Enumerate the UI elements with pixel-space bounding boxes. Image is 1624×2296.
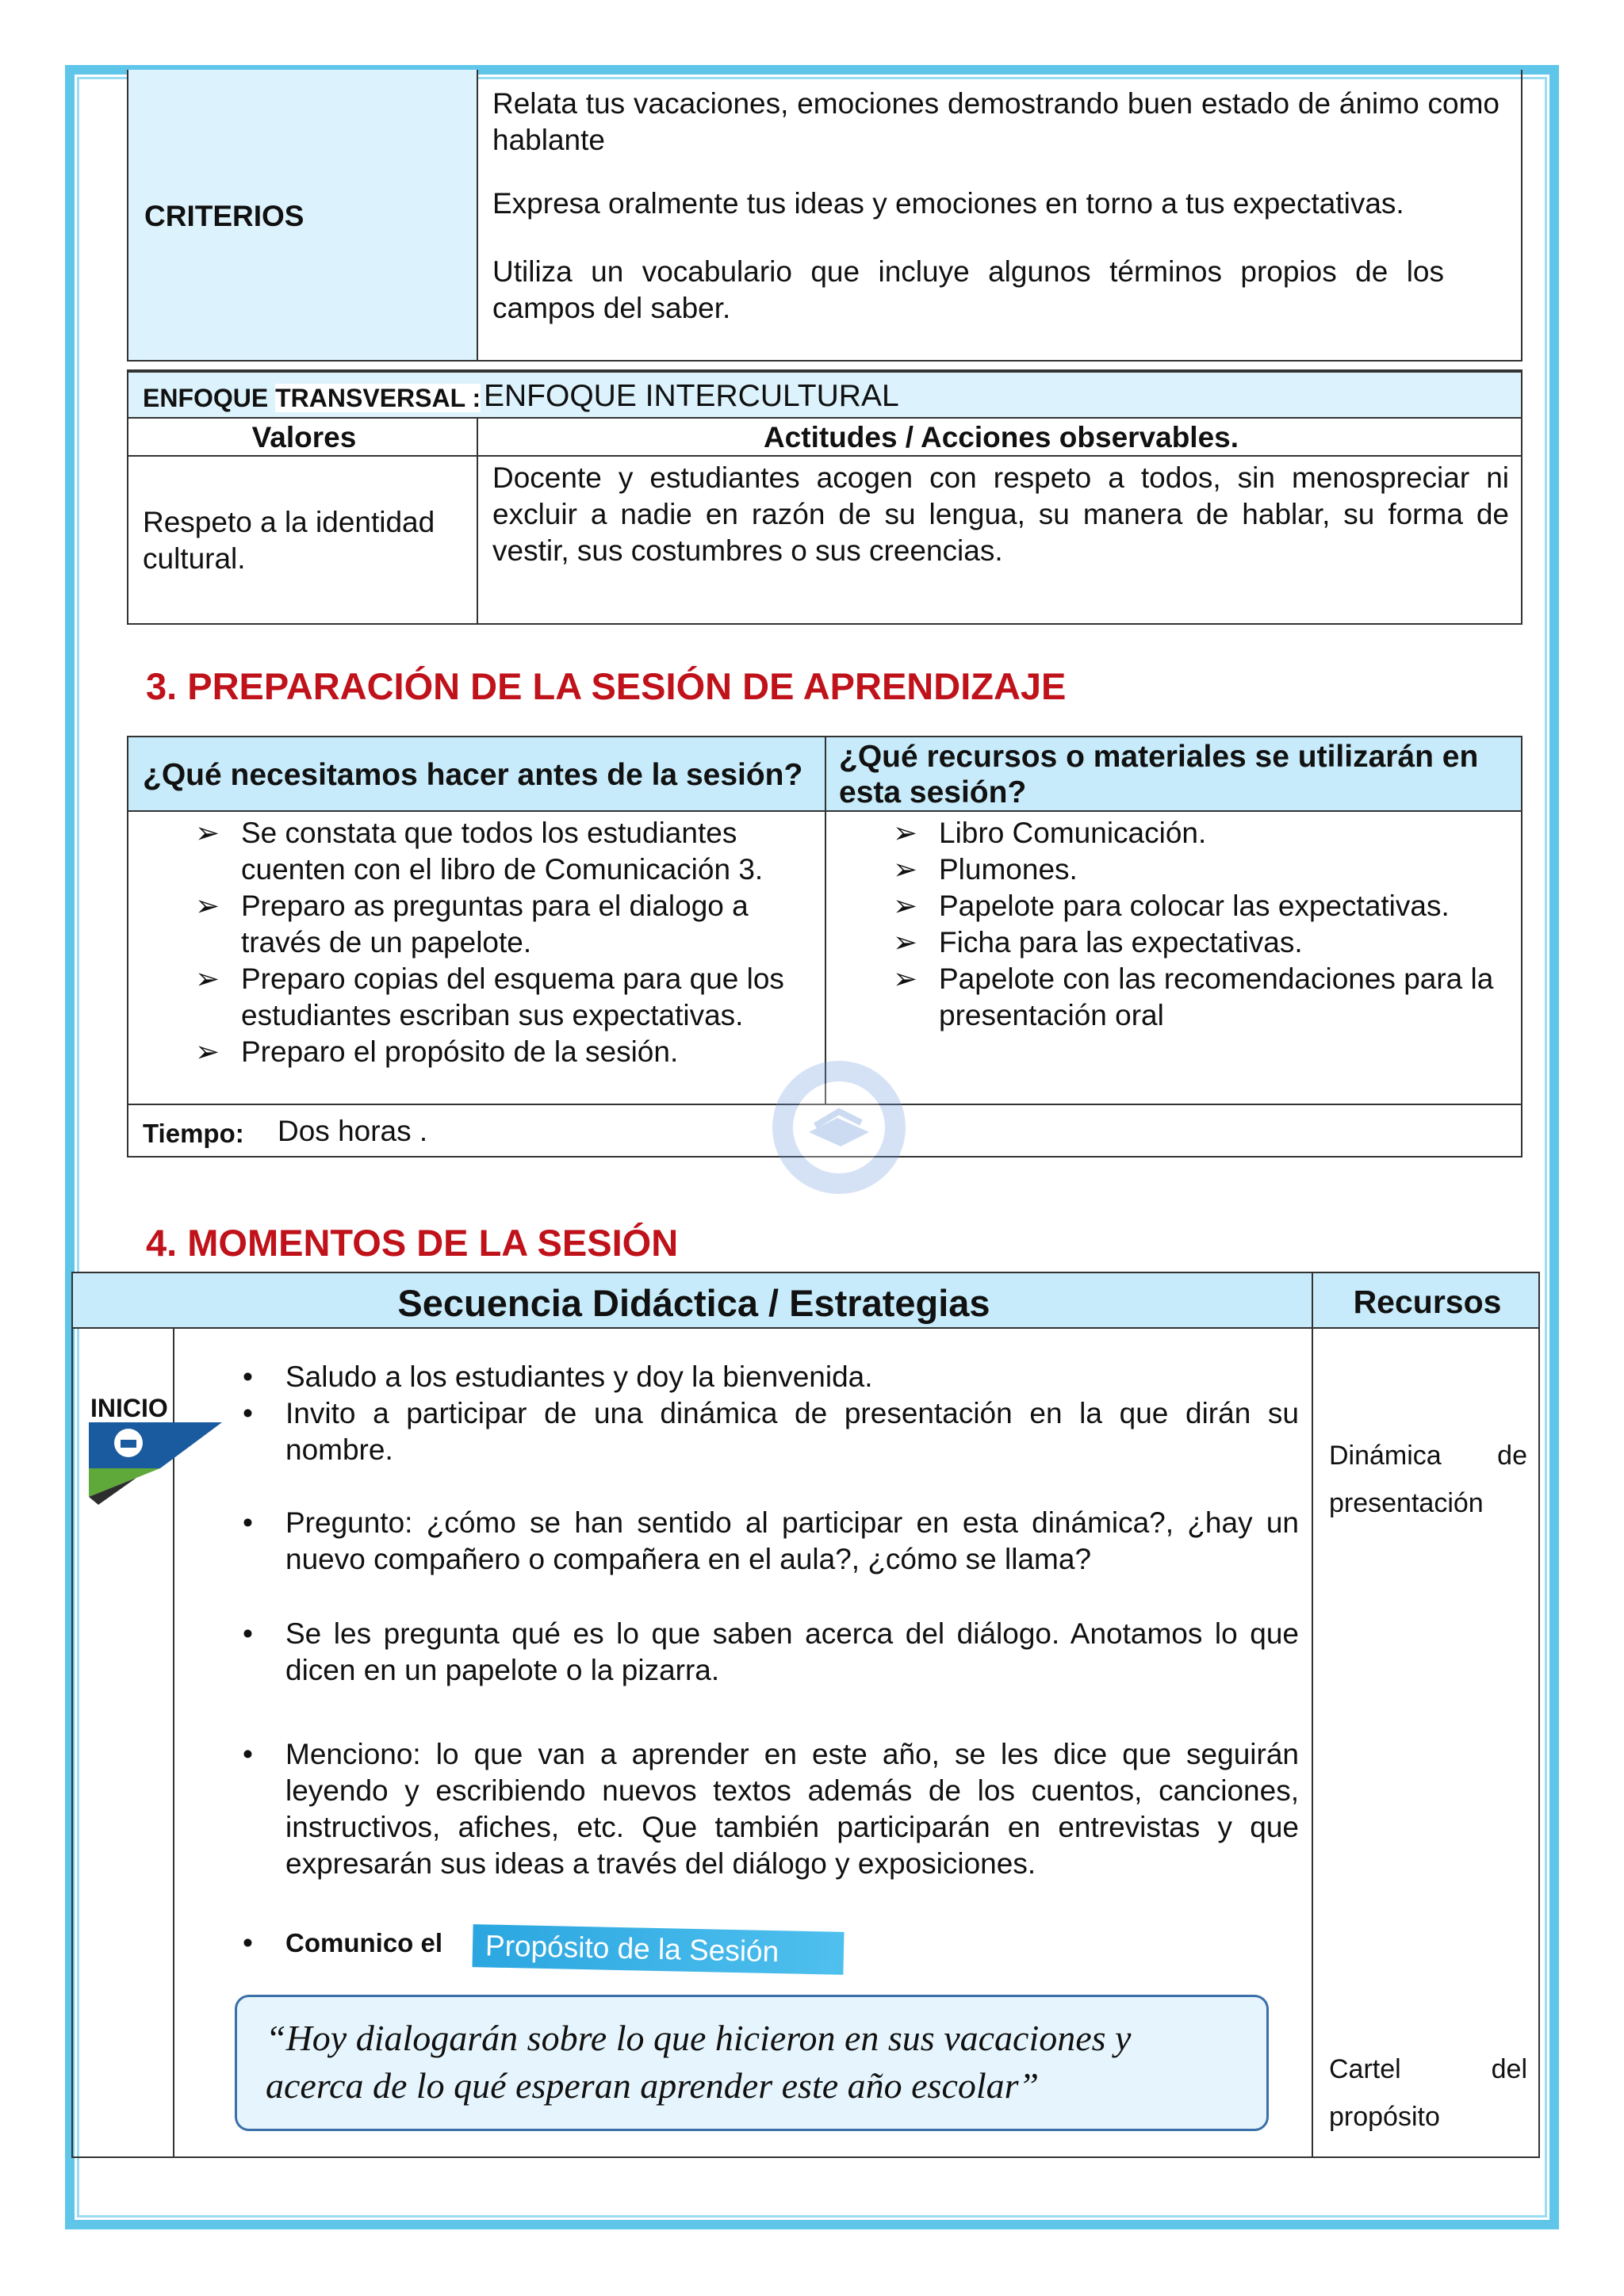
secuencia-item-text: Menciono: lo que van a aprender en este año, se les dice que seguirán leyendo y escribiendo nuevos textos además de los cuentos, canciones, instructivos, afiches, etc. Que también participarán en entrevistas y que expresarán sus ideas a través del diálogo y exposiciones. <box>285 1738 1299 1880</box>
prep-item-text: Se constata que todos los estudiantes cuenten con el libro de Comunicación 3. <box>241 817 764 886</box>
actitudes-header-cell <box>477 417 1522 457</box>
recurso-item-text: Libro Comunicación. <box>939 817 1207 849</box>
enfoque-value: ENFOQUE INTERCULTURAL <box>484 379 899 413</box>
tiempo-label: Tiempo: <box>143 1119 244 1148</box>
recurso-item <box>893 851 1519 888</box>
book-icon <box>768 1056 910 1199</box>
enfoque-label-part2: TRANSVERSAL : <box>275 384 481 412</box>
dot-bullet-icon: • <box>243 1738 253 1770</box>
momentos-header-col1-text: Secuencia Didáctica / Estrategias <box>397 1282 990 1324</box>
proposito-banner-text: Propósito de la Sesión <box>485 1929 779 1969</box>
criterio-item-2: Expresa oralmente tus ideas y emociones en torno a tus expectativas. <box>492 187 1404 220</box>
section3-title-text: PREPARACIÓN DE LA SESIÓN DE APRENDIZAJE <box>187 665 1067 707</box>
proposito-banner <box>472 1924 844 1975</box>
recurso-item <box>893 924 1519 961</box>
dot-bullet-icon: • <box>243 1506 253 1539</box>
comunico-label: Comunico el <box>285 1928 443 1957</box>
recursos-cell <box>1312 1327 1540 2158</box>
arrow-bullet-icon: ➢ <box>893 817 918 849</box>
arrow-bullet-icon: ➢ <box>893 890 918 922</box>
momentos-header-col2 <box>1312 1272 1540 1329</box>
criterios-content-cell <box>477 70 1522 362</box>
section3-number: 3. <box>146 665 178 707</box>
prep-header-col2-text: ¿Qué recursos o materiales se utilizarán en esta sesión? <box>839 740 1479 809</box>
dot-bullet-icon: • <box>243 1617 253 1650</box>
recurso-item <box>893 961 1519 1034</box>
secuencia-list-c <box>236 1616 1299 1689</box>
arrow-bullet-icon: ➢ <box>195 1035 220 1068</box>
prep-list-2 <box>893 815 1519 1034</box>
recurso-item-text: Papelote para colocar las expectativas. <box>939 890 1450 922</box>
secuencia-cell <box>173 1327 1313 2158</box>
prep-item-text: Preparo el propósito de la sesión. <box>241 1035 679 1068</box>
recurso-cartel: Cartel del propósito <box>1329 2054 1527 2132</box>
arrow-bullet-icon: ➢ <box>195 962 220 995</box>
valor-cell <box>127 455 478 625</box>
momentos-header-col2-text: Recursos <box>1353 1284 1502 1320</box>
valores-header-cell <box>127 417 478 457</box>
secuencia-list-d <box>236 1736 1299 1882</box>
recurso-item-text: Papelote con las recomendaciones para la presentación oral <box>939 962 1494 1031</box>
dot-bullet-icon: • <box>243 1360 253 1393</box>
prep-item <box>195 961 814 1034</box>
secuencia-item <box>236 1736 1299 1882</box>
criterio-item-3: Utiliza un vocabulario que incluye algunos términos propios de los campos del saber. <box>492 255 1444 324</box>
tiempo-value: Dos horas . <box>278 1115 428 1147</box>
inicio-cell <box>71 1327 174 2158</box>
accion-text: Docente y estudiantes acogen con respeto a todos, sin menospreciar ni excluir a nadie en razón de su lengua, su manera de hablar, su forma de vestir, sus costumbres o sus creencias. <box>492 461 1509 567</box>
prep-body-col2 <box>825 810 1522 1105</box>
valor-text: Respeto a la identidad cultural. <box>143 506 435 575</box>
momentos-header-col1 <box>71 1272 1313 1329</box>
arrow-bullet-icon: ➢ <box>195 817 220 849</box>
watermark-logo <box>768 1056 910 1199</box>
secuencia-item <box>236 1359 1299 1395</box>
enfoque-label-part1: ENFOQUE <box>143 384 276 412</box>
secuencia-item-text: Pregunto: ¿cómo se han sentido al participar en esta dinámica?, ¿hay un nuevo compañero o compañera en el aula?, ¿cómo se llama? <box>285 1506 1299 1575</box>
prep-body-col1 <box>127 810 826 1105</box>
secuencia-item-text: Saludo a los estudiantes y doy la bienvenida. <box>285 1360 873 1393</box>
dot-bullet-icon: • <box>243 1397 253 1429</box>
secuencia-item <box>236 1505 1299 1578</box>
section3-title <box>146 664 1066 709</box>
prep-item-text: Preparo copias del esquema para que los estudiantes escriban sus expectativas. <box>241 962 784 1031</box>
secuencia-list-a <box>236 1359 1299 1468</box>
prep-list-1 <box>195 815 814 1070</box>
section4-title: 4. MOMENTOS DE LA SESIÓN <box>146 1222 679 1264</box>
recurso-item-text: Ficha para las expectativas. <box>939 926 1303 959</box>
accion-cell <box>477 455 1522 625</box>
recurso-item <box>893 888 1519 924</box>
prep-item <box>195 1034 814 1070</box>
secuencia-item <box>236 1395 1299 1468</box>
actitudes-header: Actitudes / Acciones observables. <box>763 421 1239 453</box>
prep-item-text: Preparo as preguntas para el dialogo a través de un papelote. <box>241 890 749 959</box>
criterios-label: CRITERIOS <box>144 200 304 232</box>
enfoque-label <box>143 384 481 412</box>
secuencia-item-text: Se les pregunta qué es lo que saben acerca del diálogo. Anotamos lo que dicen en un papelote o la pizarra. <box>285 1617 1299 1686</box>
inicio-label: INICIO <box>90 1394 168 1422</box>
valores-header: Valores <box>251 421 357 453</box>
arrow-bullet-icon: ➢ <box>195 890 220 922</box>
enfoque-row <box>127 371 1522 419</box>
proposito-text: “Hoy dialogarán sobre lo que hicieron en sus vacaciones y acerca de lo qué esperan aprender este año escolar” <box>266 2018 1132 2106</box>
recurso-dinamica: Dinámica de presentación <box>1329 1441 1527 1518</box>
prep-header-col2 <box>825 736 1522 812</box>
secuencia-item-text: Invito a participar de una dinámica de presentación en la que dirán su nombre. <box>285 1397 1299 1466</box>
criterio-item-1: Relata tus vacaciones, emociones demostrando buen estado de ánimo como hablante <box>492 87 1500 156</box>
secuencia-list-b <box>236 1505 1299 1578</box>
recurso-item <box>893 815 1519 851</box>
recurso-item-text: Plumones. <box>939 853 1078 886</box>
arrow-bullet-icon: ➢ <box>893 853 918 886</box>
secuencia-item <box>236 1616 1299 1689</box>
double-rule <box>127 362 1522 371</box>
dot-bullet-icon: • <box>243 1927 253 1959</box>
arrow-bullet-icon: ➢ <box>893 962 918 995</box>
prep-item <box>195 815 814 888</box>
proposito-box <box>235 1995 1269 2131</box>
prep-item <box>195 888 814 961</box>
prep-header-col1-text: ¿Qué necesitamos hacer antes de la sesión? <box>143 758 803 792</box>
arrow-bullet-icon: ➢ <box>893 926 918 959</box>
prep-header-col1 <box>127 736 826 812</box>
criterios-label-cell <box>127 70 478 362</box>
